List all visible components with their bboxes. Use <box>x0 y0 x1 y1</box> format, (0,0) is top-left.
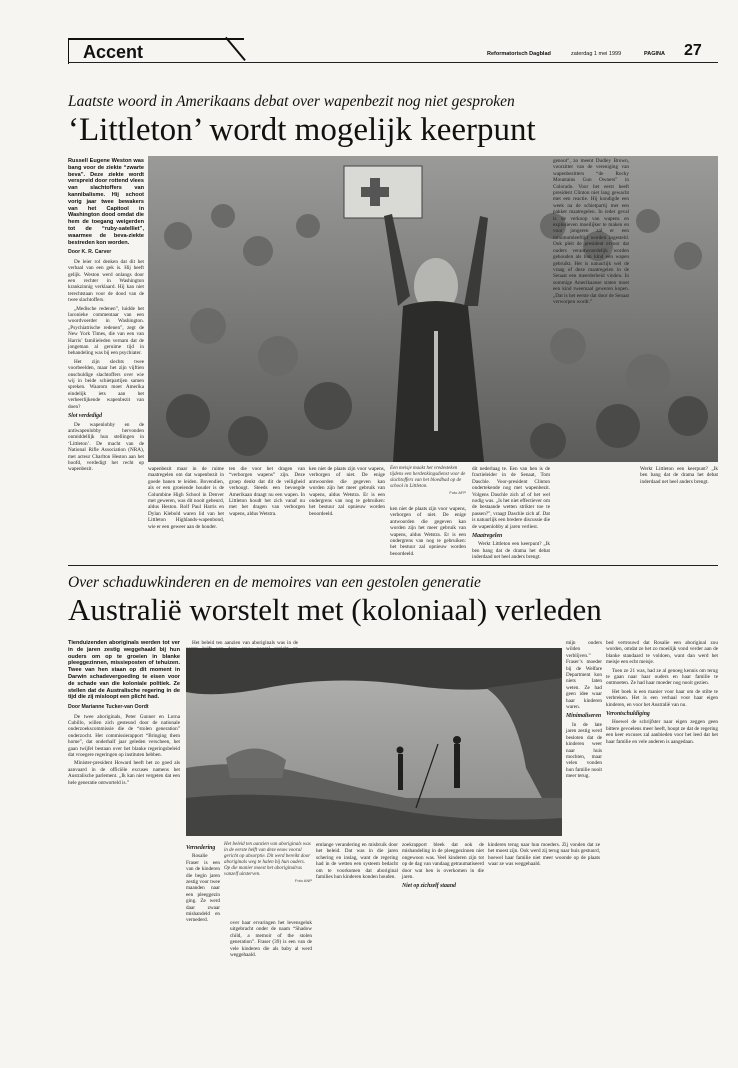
article1-column-text: Werkt Littleton een keerpunt? „Ik ben bang dat de drama het debat inderdaad net heel anders brengt. <box>640 466 718 485</box>
article2-byline: Door Marianne Tucker-van Oordt <box>68 704 149 711</box>
article1-paragraph: Het zijn slechts twee voorbeelden, maar het zijn vijftien onschuldige slachtoffers over wie wij in beide schietpartijen samen spreken. Waarom moet Amerika eindelijk iets aan het verheerlijkende wapenbezit van doen? <box>68 358 144 410</box>
article1-far-right-column <box>640 466 718 562</box>
article1-column-2 <box>148 466 224 562</box>
article1-byline: Door K. R. Carver <box>68 249 112 256</box>
article1-column-text: ken niet de plaats zijn voor wapens, verborgen of niet. De enige antwoorden die gegeven kan worden zijn het meer gebruik van wapens, aldus Wetstra. Er is een ondergrens van nog te gebruiken: het bestuur zal opnieuw worden beoordeeld. <box>390 506 466 557</box>
section-tab-diagonal <box>225 37 246 61</box>
article2-paragraph: Hoewel de schrijfster naar eigen zeggen geen bittere gevoelens meer heeft, hoopt ze dat de regering een keer excuses zal aanbieden voor het leed dat het haar familie en vele anderen is aangedaan. <box>606 719 718 745</box>
article2-subheading: Minimaliseren <box>566 713 602 720</box>
article2-paragraph: over haar ervaringen het levensgeluk uitgebracht onder de naam “Shadow child, a memoir of the stolen generation”. Fraser (39) is een van de vele kinderen die als baby al werd weggehaald. <box>230 920 312 959</box>
issue-date: zaterdag 1 mei 1999 <box>571 51 622 57</box>
page-number: 27 <box>684 42 702 59</box>
caption-text: Het beleid ten aanzien van aboriginals was in de eerste helft van deze eeuw vooral gericht op absorptie. Dit werd bereikt door aboriginals weg te halen bij hun ouders. Op die manier moest het aboriginalras vanzelf uitsterven. <box>224 842 311 877</box>
article2-under-photo-2 <box>316 842 398 1058</box>
article1-column-text: Werkt Littleton een keerpunt? „Ik ben bang dat de drama het debat inderdaad net heel anders brengt. <box>472 541 550 561</box>
page-label: PAGINA <box>644 51 665 57</box>
landscape-photo-illustration <box>186 648 562 836</box>
article1-column-3 <box>229 466 305 562</box>
article2-paragraph: Het beleid ten aanzien van aboriginals was in de <box>192 640 298 646</box>
article1-paragraph: De leier rol denken dat dit het verhaal van een gek is. Hij heeft gelijk. Weston werd onlangs door een rechter in Washington krankzinnig verklaard. Hij kan niet terechtstaan voor de dood van de twee slachtoffers. <box>68 258 144 304</box>
article1-paragraph: De wapenlobby en de antiwapenlobby hervonden onmiddellijk hun stellingen in ‘Littleton’. De macht van de National Rifle Association (NRA), met acteur Charlton Heston aan het hoofd, verdedigt het recht op wapenbezit. <box>68 421 144 473</box>
article2-column-4 <box>606 640 718 1058</box>
article2-column-3 <box>566 640 602 840</box>
article2-lead: Tienduizenden aboriginals werden tot ver in de jaren zestig weggehaald bij hun ouders om op te groeien in blanke pleeggezinnen, missieposten of tehuizen. Twee van hen staan op dit moment in Darwin schadevergoeding te eisen voor de schade van die koloniale politiek. Ze stellen dat de Australische regering in de tijd die zij misloopt een plicht had. <box>68 640 180 701</box>
article2-under-photo-4 <box>488 842 600 1058</box>
article2-under-photo-3 <box>402 842 484 1058</box>
article1-photo-caption <box>390 466 466 495</box>
article1-column-6 <box>472 466 550 562</box>
article-divider <box>68 565 718 566</box>
article1-column-text: wapenbezit maar in de ruime maatregelen om dat wapenbezit in goede banen te leiden. Bovendien, als er een groeiende houder is de Columbine High School in Denver met geweren, was dit nooit gebeurd, aldus Heston. Rolf Paul Harris en Dylan Klebold waren lid van het Littleton Highlands-wapenbond, wie er een geweer aan de houder. <box>148 466 224 530</box>
article1-column-text: ten die voor het dragen van “verborgen wapens” zijn. Deze groep denkt dat dit de veiligheid verhoogt. Steeds een bevoegde Amerikaan draagt nu een wapen. In Littleton houdt het zich vanaf nu met het dragen van verborgen wapens, aldus Wetstra. <box>229 466 305 517</box>
crowd-photo-illustration <box>148 156 718 462</box>
article2-subheading: Vernedering <box>186 845 216 851</box>
article2-paragraph: zoekrapport bleek dat ook de mishandeling in de pleeggezinnen niet ongewoon was. Veel kinderen zijn tot op de dag van vandaag getraumatiseerd door wat hen is overkomen in die jaren. <box>402 842 484 881</box>
landscape-photo <box>186 648 562 836</box>
article2-kicker: Over schaduwkinderen en de memoires van een gestolen generatie <box>68 574 481 591</box>
article2-under-photo-1 <box>230 920 312 1058</box>
article2-paragraph: Rosalie Fraser is een van de kinderen die begin jaren zestig voor twee maanden naar een pleeggezin ging. Ze werd daar zwaar mishandeld en vernederd. <box>186 853 220 924</box>
article2-paragraph: emlange verandering en misbruik door het beleid. Dat was in die jaren schering en inslag, want de regering had in de wetten een systeem bedacht om te voorkomen dat aboriginal families hun kinderen konden houden. <box>316 842 398 881</box>
header-rule <box>68 62 718 63</box>
article1-column-text: genoot”, zo meent Dudley Brown, voorzitter van de vereniging van wapenbezitters “de Rocky Mountains Gun Owners” in Colorado. Voor het eerst heeft president Clinton niet lang gewacht met een reactie. Hij kondigde een week na de schietpartij met een pakket maatregelen. In ieder geval is de verkoop van wapens en explosieven moeilijker te maken en voor jongeren zal er een minimumleeftijd worden ingesteld. Ook pleit de president ervoor dat ouders verantwoordelijk worden gehouden als hun kind een wapen gebruikt. Het is natuurlijk wel de vraag of deze maatregelen in de Senaat een meerderheid vinden. In sommige Amerikaanse staten moet een kind tweemaal geweren kopen. „Dat is het eerste dat door de Senaat verworpen wordt.” <box>553 158 629 305</box>
section-title: Accent <box>83 42 144 62</box>
caption-text: Een meisje maakt het vredesteken tijdens een herdenkingsdienst voor de slachtoffers van het bloedbad op de school in Littleton. <box>390 466 466 489</box>
article1-column-text: ken niet de plaats zijn voor wapens, verborgen of niet. De enige antwoorden die gegeven kan worden zijn het meer gebruik van wapens, aldus Wetstra. Er is een ondergrens van nog te gebruiken: het bestuur zal opnieuw worden beoordeeld. <box>309 466 385 517</box>
article2-paragraph: Het boek is een manier voor haar om de stilte te verbreken. Het is een verhaal voor haar eigen kinderen, en voor het Australië van nu. <box>606 688 718 708</box>
crowd-photo <box>148 156 718 462</box>
photo-credit: Foto AFP <box>449 490 466 495</box>
article2-paragraph: In de late jaren zestig werd besloten dat de kinderen weer naar huis mochten, maar velen vonden hun familie nooit meer terug. <box>566 721 602 780</box>
article2-paragraph: De twee aboriginals, Peter Gunner en Lorna Cubillo, willen zich gesteund door de nationale onderzoekscommissie die de “stolen generation” onderzocht. Het commissierapport “Bringing them home”, dat onderhalf jaar geleden verscheen, het gaan twijfel bestaan over het blanke regeringsbeleid dat vroegere regeringen op instituten hebben. <box>68 713 180 759</box>
article1-subheading: Slot verdedigd <box>68 413 102 420</box>
photo-credit: Foto ANP <box>294 878 312 883</box>
article1-right-column <box>553 158 629 562</box>
article1-headline: ‘Littleton’ wordt mogelijk keerpunt <box>68 112 536 148</box>
article2-paragraph: Toen ze 21 was, had ze al genoeg kennis om terug te gaan naar haar ouders en haar familie te ontmoeten. Ze had haar moeder nog nooit gezien. <box>606 667 718 687</box>
article1-left-column <box>68 158 144 473</box>
article2-paragraph: mijn ouders wilden verblijven.” Fraser’s moeder bij de Welfare Department kon niets laten weten. Ze had geen idee waar haar kinderen waren. <box>566 640 602 711</box>
article2-photo-caption-box <box>224 842 312 883</box>
article1-column-5 <box>390 506 466 562</box>
article1-paragraph: „Medische redenen”, luidde het laconieke commentaar van een woordvoerder in Washington. „Psychiatrische redenen”, zegt de New York Times, die van een van Harris’ familieleden vernam dat de jongeman al geruime tijd in behandeling was bij een psychiater. <box>68 305 144 357</box>
article2-column-1 <box>68 640 180 1058</box>
section-tab <box>68 38 244 64</box>
article2-paragraph: kinderen terug naar hun moeders. Zij vonden dat ze het moest zijn. Ook werd zij terug naar huis gestuurd, hoewel haar familie niet meer woonde op de plaats waar ze was weggehaald. <box>488 842 600 868</box>
article2-paragraph: bed vertrouwd dat Rosalie een aboriginal zou worden, omdat ze het zo moeilijk vond verder aan de blanke standaard te voldoen, want dan werd het meisje een echt meisje. <box>606 640 718 666</box>
article1-lead: Russell Eugene Weston was bang voor de ziekte “zwarte beva”. Deze ziekte wordt verspreid door rottend vlees van slachtoffers van kannibalisme. Hij schoot vorig jaar twee bewakers van het Capitool in Washington dood omdat die hem de toegang weigerden tot de “ruby-satelliet”, waarmee de beva-ziekte bestreden kon worden. <box>68 158 144 246</box>
masthead-logo: Reformatorisch Dagblad <box>487 51 551 57</box>
article2-paragraph: Minister-president Howard heeft het zo goed als aanvaard in de officiële excuses namens het Australische parlement. „Ik kan niet vergeten dat een hele generatie ontworteld is.” <box>68 760 180 786</box>
article2-subheading: Niet op zichzelf staand <box>402 883 456 890</box>
article2-subheading: Verontschuldiging <box>606 711 650 718</box>
article1-kicker: Laatste woord in Amerikaans debat over wapenbezit nog niet gesproken <box>68 93 515 110</box>
article1-subheading: Maatregelen <box>472 533 503 540</box>
article2-column-2-lower <box>186 842 220 1058</box>
article1-column-text: dit nederlaag te. Een van hen is de fractieleider in de Senaat, Tom Daschle. Voor-president Clinton ondertekende nog met wapenbezit. Volgens Daschle zich af of het wel nodig was. „Is het niet effectiever om de bestaande wetten strikter toe te passen?”, vraagt Daschle zich af. Dat is natuurlijk een bredere discussie die de wapenlobby al jaren verliest. <box>472 466 550 530</box>
article1-column-4 <box>309 466 385 562</box>
article2-headline: Australië worstelt met (koloniaal) verleden <box>68 592 602 627</box>
